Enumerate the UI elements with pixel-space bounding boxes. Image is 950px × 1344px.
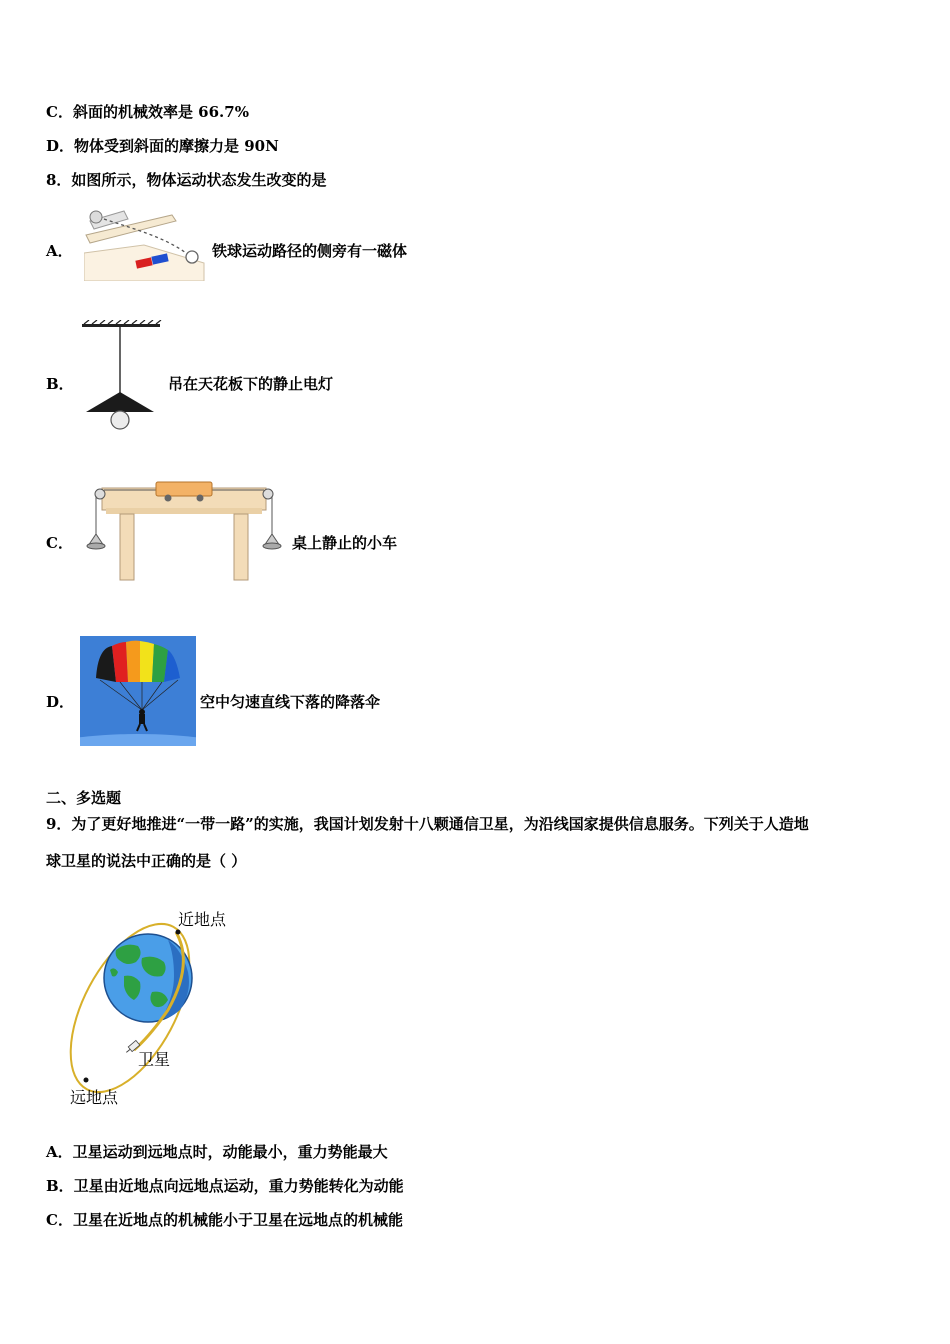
satellite-label: 卫星: [138, 1050, 171, 1069]
q7-option-c: C．斜面的机械效率是 66.7%: [46, 103, 249, 121]
q7-option-d: D．物体受到斜面的摩擦力是 90N: [46, 137, 279, 155]
q9-stem-line2: 球卫星的说法中正确的是（ ）: [46, 852, 247, 870]
q8-option-b-letter: B．: [46, 375, 74, 393]
q8-option-a-caption: 铁球运动路径的侧旁有一磁体: [212, 242, 408, 260]
satellite-orbit-figure: [64, 906, 244, 1112]
q8-option-d-letter: D．: [46, 693, 75, 711]
q9-option-a: A．卫星运动到远地点时，动能最小，重力势能最大: [46, 1143, 388, 1161]
q8-stem: 8．如图所示，物体运动状态发生改变的是: [46, 171, 327, 189]
q8-option-c-letter: C．: [46, 534, 73, 552]
parachute-figure: [80, 636, 196, 746]
q8-option-d-caption: 空中匀速直线下落的降落伞: [200, 693, 381, 711]
apogee-label: 远地点: [70, 1088, 119, 1107]
hanging-lamp-figure: [82, 320, 162, 434]
q8-option-c-caption: 桌上静止的小车: [292, 534, 398, 552]
section-title: 二、多选题: [46, 789, 122, 807]
cart-table-figure: [82, 478, 288, 582]
q8-option-b-caption: 吊在天花板下的静止电灯: [168, 375, 334, 393]
magnet-ball-figure: [84, 207, 206, 281]
q9-option-c: C．卫星在近地点的机械能小于卫星在远地点的机械能: [46, 1211, 403, 1229]
q8-option-a-letter: A．: [46, 242, 73, 260]
q9-option-b: B．卫星由近地点向远地点运动，重力势能转化为动能: [46, 1177, 404, 1195]
q9-stem-line1: 9．为了更好地推进“一带一路”的实施，我国计划发射十八颗通信卫星，为沿线国家提供信息服务。下列关于人造地: [46, 815, 809, 833]
perigee-label: 近地点: [178, 910, 227, 929]
